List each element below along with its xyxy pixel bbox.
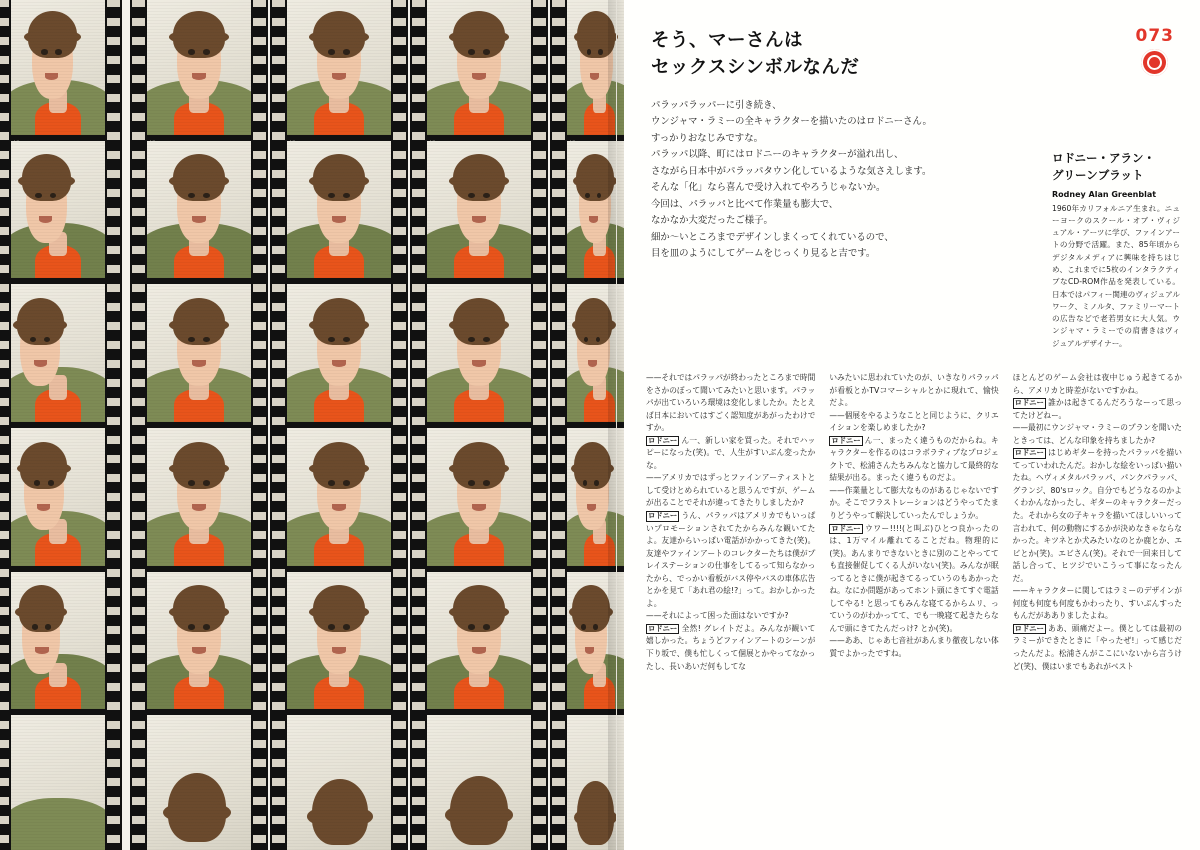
sprocket-holes <box>107 0 120 850</box>
speaker-label: ロドニー <box>1014 623 1044 633</box>
sprocket-holes <box>0 0 9 850</box>
interview-question: ——個展をやるようなことと同じように、クリエイションを楽しめましたか? <box>829 410 999 433</box>
answer-text: ん一、新しい家を買った。それでハッピーになった(笑)。で、人生がすいぶん変ったかな。 <box>646 435 816 470</box>
answer-text: 誰かは起きてるんだろうなーって思ってたけどねー。 <box>1012 398 1182 420</box>
photo-frame <box>287 141 391 279</box>
interview-answer <box>1013 397 1182 422</box>
answer-text: 全然! グレイトだよ。みんなが観いて嬉しかった。ちょうどファインアートのシーンが下り坂で、僕も忙しくって個展とかやってなかったし、長いあいだ何もしてな <box>646 623 816 671</box>
article-page <box>624 0 1200 850</box>
photo-frame <box>11 428 105 566</box>
photo-frame <box>11 0 105 135</box>
interview-answer <box>646 435 815 473</box>
answer-text: ああ、頭痛だよー。僕としては最初のラミーができたときに「やったぜ!」って感じだったんだよ。松浦さんがここにいないから言うけど(笑)、僕はいまでもあれがベスト <box>1012 623 1182 671</box>
bio-name-japanese <box>1052 150 1180 185</box>
photo-frame <box>11 572 105 710</box>
sprocket-holes <box>132 0 145 850</box>
photo-frame <box>11 141 105 279</box>
interview-answer <box>829 523 998 636</box>
bio-name-ja-line-2: グリーンブラット <box>1052 168 1144 183</box>
sprocket-holes <box>253 0 266 850</box>
page-folio <box>1136 26 1175 76</box>
interview-continuation: いみたいに思われていたのが、いきなりパラッパが看板とかTVコマーシャルとかに現れて、愉快だよ。 <box>829 373 999 408</box>
photo-frame <box>427 141 531 279</box>
speaker-label: ロドニー <box>831 435 861 445</box>
speaker-label: ロドニー <box>648 435 678 445</box>
lede-line: さながら日本中がパラッパタウン化しているような気さえします。 <box>651 165 932 177</box>
film-strip-3 <box>270 0 408 850</box>
photo-frame <box>147 141 251 279</box>
interview-continuation: ほとんどのゲーム会社は夜中じゅう起きてるから、アメリカと時差がないですかね。 <box>1012 373 1182 395</box>
lede-line: パラッパラッパーに引き続き、 <box>651 100 782 111</box>
lede-line: なかなか大変だったご様子。 <box>651 215 773 227</box>
interview-answer <box>1013 623 1182 673</box>
photo-frame <box>147 284 251 422</box>
interview-answer <box>829 435 998 485</box>
photo-frame <box>147 572 251 710</box>
photo-frame <box>11 715 105 850</box>
film-strip-2 <box>130 0 268 850</box>
interview-question: ——キャラクターに関してはラミーのデザインが何度も何度も何度もかわったり、すいぶんすったもんだがあありましたよね。 <box>1012 586 1182 621</box>
page-title <box>651 28 981 82</box>
sprocket-holes <box>272 0 285 850</box>
interview-answer <box>646 510 815 610</box>
speaker-label: ロドニー <box>648 511 678 521</box>
lede-line: ウンジャマ・ラミーの全キャラクターを描いたのはロドニーさん。 <box>651 116 932 128</box>
film-strip-5 <box>550 0 624 850</box>
frame-column <box>287 0 391 850</box>
photo-frame <box>427 0 531 135</box>
photo-frame <box>287 572 391 710</box>
speaker-label: ロドニー <box>648 623 678 633</box>
interview-question: ——最初にウンジャマ・ラミーのプランを聞いたときっては、どんな印象を持ちましたか? <box>1012 423 1182 445</box>
sprocket-holes <box>552 0 565 850</box>
frame-column <box>11 0 105 850</box>
author-bio <box>1052 150 1180 350</box>
lede-line: そんな「化」なら喜んで受け入れてやろうじゃないか。 <box>651 182 886 194</box>
answer-text: はじめギターを持ったパラッパを描いてっていわれたんだ。おかしな絵をいっぱい描いたね。ヘヴィメタルパラッパ、パンクパラッパ、グランジ、80'sロック。自分でもどうなるのかよくわかんなかったし、ギターのキャラクターだった。それから女の子キャラを描いてほしいいって言われて、何の動物にするかが決めなきゃならなかった。キツネとか犬みたいなのとか鹿とか、エビとか(笑)。エビさん(笑)。それで一回来日して話し合って、ヒツジでいこうって事になったんだ。 <box>1012 448 1182 583</box>
answer-text: ん一、まったく違うものだからね。キャラクターを作るのはコラボラティブなプロジェクトで、松浦さんたちみんなと協力して最終的な結果が出る。まったく違うものだよ。 <box>829 435 999 483</box>
sprocket-holes <box>393 0 406 850</box>
lede-paragraph <box>651 98 1001 263</box>
photo-frame <box>427 428 531 566</box>
page-number: 073 <box>1135 26 1174 46</box>
interview-answer <box>1013 447 1182 585</box>
answer-text: うん、パラッパはアメリカでもいっぱいプロモーションされてたからみんな観いてたよ。友達からいっぱい電話がかかってきた(笑)。友達やファインアートのコレクターたちは僕がプレイステーションの仕事をしてるって知らなかったから、でっかい看板がバス停やバスの車体広告とかを見て「あれ君の絵!?」って。おかしかったよ。 <box>646 511 816 608</box>
photo-frame <box>287 284 391 422</box>
interview-answer <box>646 623 815 673</box>
photo-frame <box>427 572 531 710</box>
bio-name-english: Rodney Alan Greenblat <box>1052 189 1157 199</box>
lede-line: 細か〜いところまでデザインしまくってくれているので、 <box>651 231 894 243</box>
photo-frame <box>147 428 251 566</box>
interview-question: ——アメリカではずっとファインアーティストとして受けとめられていると思うんですが、ゲームが出ることでそれが違ってきたりしましたか? <box>646 473 816 508</box>
interview-column-3 <box>1013 372 1182 822</box>
photo-frame <box>427 284 531 422</box>
photo-frame <box>147 715 251 850</box>
frame-column <box>427 0 531 850</box>
photo-frame <box>427 715 531 850</box>
lede-line: パラッパ以降、町にはロドニーのキャラクターが溢れ出し、 <box>651 149 904 161</box>
photo-frame <box>147 0 251 135</box>
speaker-label: ロドニー <box>831 523 861 533</box>
sprocket-holes <box>412 0 425 850</box>
speaker-label: ロドニー <box>1014 448 1044 458</box>
page-divider <box>616 0 617 850</box>
interview-column-2 <box>829 372 998 822</box>
lede-line: すっかりおなじみですな。 <box>651 132 763 144</box>
bio-name-ja-line-1: ロドニー・アラン・ <box>1052 151 1156 165</box>
film-strip-1 <box>0 0 122 850</box>
photo-frame <box>287 0 391 135</box>
interview-question: ——それによって困った面はないですか? <box>646 611 789 621</box>
interview-question: ——それではパラッパが終わったところまで時間をさかのぼって聞いてみたいと思います。パラッパが出ていろいろ環境は変化しましたか。たとえば日本においてはすごく認知度があがったわけですか。 <box>646 373 816 433</box>
frame-column <box>147 0 251 850</box>
lede-line: 目を皿のようにしてゲームをじっくり見ると吉です。 <box>651 248 876 260</box>
headline-line-1: そう、マーさんは <box>651 30 804 51</box>
sprocket-holes <box>533 0 546 850</box>
photo-frame <box>11 284 105 422</box>
interview-question: ——作業量として膨大なものがあるじゃないですか。そこでフラストレーションはどうやってたまりどうやって解決していったんでしょうか。 <box>829 485 999 521</box>
answer-text: ウワー!!!!(と叫ぶ)ひとつ良かったのは、1万マイル離れてることだね。物理的に(笑)。あんまりできないときに別のことやってても直接催促してくる人がいない(笑)。みんなが眠ってるときに僕が起きてるっていうのもあかったね。なにか問題があってホント頭にきてすぐ電話してやる! と思ってもみんな寝てるからムリ、っていうのがわかってて、でも一晩寝て起きたらなんで頭にきてたんだっけ? とか(笑)。 <box>829 523 999 633</box>
interview-column-1 <box>646 372 815 822</box>
photo-frame <box>287 428 391 566</box>
headline-line-2: セックスシンボルなんだ <box>651 56 860 78</box>
lede-line: 今回は、パラッパと比べて作業量も膨大で、 <box>651 198 839 210</box>
bio-text: 1960年カリフォルニア生まれ。ニューヨークのスクール・オブ・ヴィジュアル・アーツに学び、ファインアートの分野で活躍。また、85年頃からデジタルメディアに興味を持ちはじめ、これまでに5枚のインタラクティブなCD-ROM作品を発表している。日本ではパフィー関連のヴィジュアルワーク、ミノルタ、ファミリーマートの広告などで老若男女に大人気。ウンジャマ・ラミーでの肩書きはヴィジュアルデザイナー。 <box>1052 203 1180 348</box>
speaker-label: ロドニー <box>1014 398 1044 408</box>
interview-columns <box>646 372 1182 822</box>
interview-question: ——ああ、じゃあ七音社があんまり徹夜しない体質でよかったですね。 <box>829 636 999 659</box>
red-seal-icon <box>1141 49 1168 76</box>
photo-frame <box>287 715 391 850</box>
film-strip-4 <box>410 0 548 850</box>
